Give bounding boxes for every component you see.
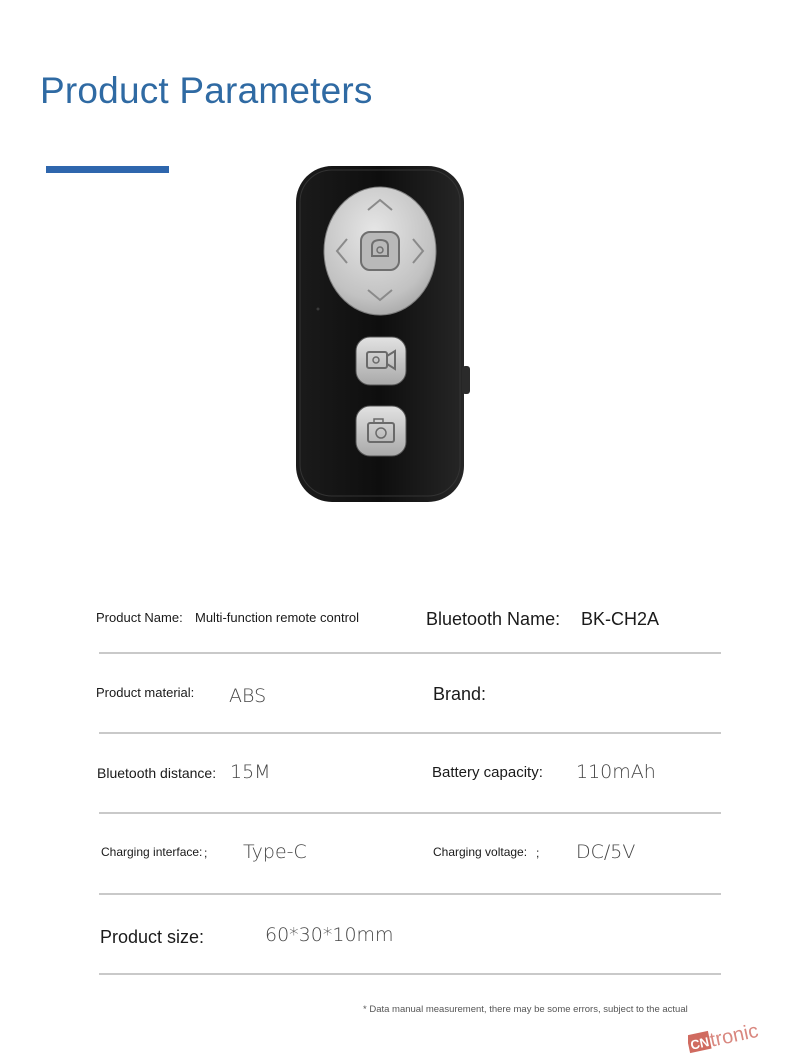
charge-interface-sep: ; (204, 846, 208, 860)
charge-voltage-value: DC/5V (576, 841, 636, 863)
bluetooth-name-label: Bluetooth Name: (426, 609, 561, 629)
charge-voltage-label: Charging voltage: (433, 845, 528, 859)
row-divider (99, 973, 721, 975)
bt-distance-value: 15M (230, 761, 271, 783)
page-title: Product Parameters (40, 70, 373, 111)
size-label: Product size: (100, 927, 205, 947)
bluetooth-name-value: BK-CH2A (581, 609, 660, 629)
measurement-footnote: * Data manual measurement, there may be some errors, subject to the actual (363, 1004, 688, 1015)
charge-interface-value: Type-C (243, 841, 307, 863)
size-value: 60*30*10mm (265, 924, 394, 946)
battery-value: 110mAh (576, 761, 656, 783)
brand-watermark-logo (688, 1017, 788, 1055)
svg-text:CN: CN (688, 1034, 711, 1053)
material-label: Product material: (96, 685, 195, 700)
row-divider (99, 893, 721, 895)
row-divider (99, 732, 721, 734)
svg-text:tronic: tronic (707, 1019, 761, 1052)
charge-voltage-sep: ; (536, 846, 540, 860)
material-value: ABS (229, 685, 267, 707)
battery-label: Battery capacity: (432, 764, 543, 781)
row-divider (99, 652, 721, 654)
brand-label: Brand: (433, 684, 487, 704)
charge-interface-label: Charging interface: (101, 845, 203, 859)
product-name-label: Product Name: (96, 610, 183, 625)
row-divider (99, 812, 721, 814)
product-name-value: Multi-function remote control (195, 610, 360, 625)
bt-distance-label: Bluetooth distance: (97, 765, 217, 781)
